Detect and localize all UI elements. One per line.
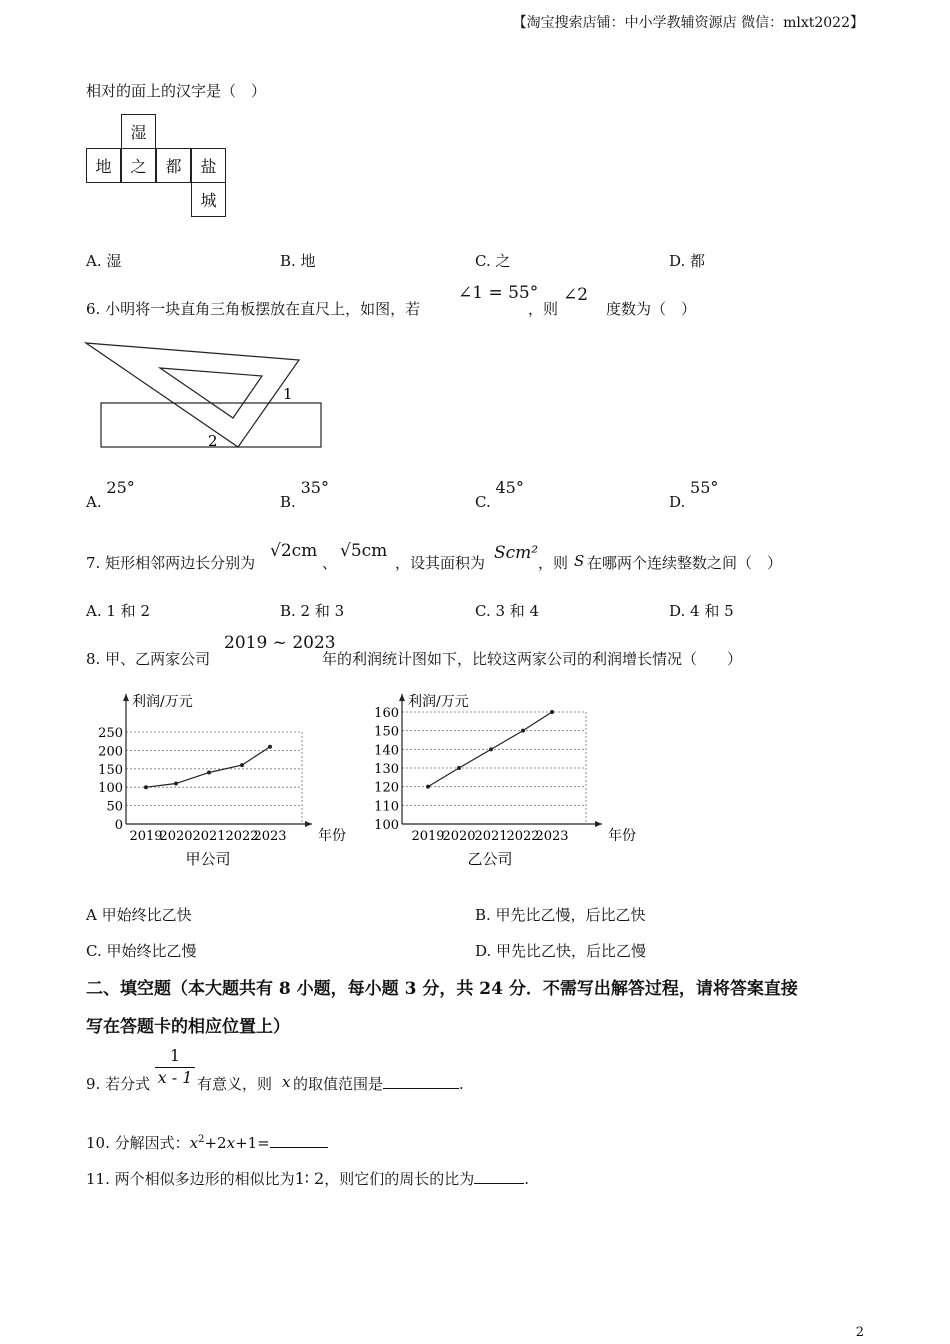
q6-stem-mid: ，则: [528, 300, 559, 318]
chart-yi: [362, 686, 636, 871]
x-axis-arrow: [305, 821, 312, 827]
y-axis-arrow: [123, 694, 129, 701]
q5-option-c[interactable]: C. 之: [475, 252, 511, 270]
q5-option-a[interactable]: A. 湿: [86, 252, 122, 270]
data-point: [144, 785, 148, 789]
net-cell: 湿: [121, 114, 156, 149]
q9-var-x: x: [282, 1073, 291, 1091]
x-tick-label: 2023: [253, 829, 287, 844]
q10-pre: 10. 分解因式：: [86, 1134, 190, 1152]
y-tick-label: 150: [98, 762, 123, 778]
q7-stem-mid2: ，则: [538, 554, 569, 572]
chart-title: 乙公司: [467, 850, 513, 868]
y-tick-label: 130: [374, 762, 399, 777]
y-axis-label: 利润/万元: [132, 694, 193, 710]
net-cell: 地: [86, 148, 121, 183]
data-point: [240, 763, 244, 767]
triangle-ruler-figure: [80, 336, 340, 456]
q10-expr-sup: 2: [198, 1134, 205, 1145]
fraction-denominator: x - 1: [157, 1068, 193, 1087]
q11: [86, 1168, 529, 1189]
y-tick-label: 200: [98, 744, 123, 760]
q9-post-text: 的取值范围是: [293, 1075, 384, 1093]
q6-stem-pre: 6. 小明将一块直角三角板摆放在直尺上，如图，若: [86, 300, 421, 318]
x-tick-label: 2019: [129, 829, 163, 844]
x-tick-label: 2022: [506, 829, 540, 844]
q6-option-c[interactable]: [475, 478, 524, 511]
y-tick-label: 0: [114, 818, 123, 833]
page-number: 2: [855, 1325, 864, 1340]
q7-side1: √2cm: [270, 541, 318, 561]
y-tick-label: 50: [106, 799, 123, 815]
net-cell: 城: [191, 182, 226, 217]
chart-jia: [80, 686, 346, 871]
y-tick-label: 120: [374, 780, 399, 796]
q11-post: ，则它们的周长的比为: [324, 1170, 475, 1188]
q8-option-b[interactable]: B. 甲先比乙慢，后比乙快: [475, 906, 646, 924]
data-point: [268, 745, 272, 749]
option-letter: D.: [669, 493, 686, 511]
q8-stem-pre: 8. 甲、乙两家公司: [86, 650, 211, 668]
q10-answer-blank[interactable]: [270, 1133, 328, 1148]
q11-answer-blank[interactable]: [474, 1169, 524, 1184]
x-tick-label: 2019: [411, 829, 445, 844]
q5-option-b[interactable]: B. 地: [280, 252, 316, 270]
q9-pre: 9. 若分式: [86, 1075, 151, 1093]
x-axis-label: 年份: [608, 828, 636, 844]
x-tick-label: 2020: [159, 829, 193, 844]
q6-math-angle1: ∠1 = 55°: [458, 283, 539, 303]
q9-post: [293, 1073, 464, 1094]
q11-pre: 11. 两个相似多边形的相似比为: [86, 1170, 295, 1188]
data-point: [457, 766, 461, 770]
q7-option-a[interactable]: A. 1 和 2: [86, 602, 150, 620]
option-value: 55°: [690, 478, 719, 497]
q6-option-a[interactable]: [86, 478, 135, 511]
q7-option-c[interactable]: C. 3 和 4: [475, 602, 540, 620]
q7-sep: 、: [322, 554, 338, 572]
q10-expr-x: x: [189, 1134, 199, 1152]
q10-expr-end: +1=: [235, 1134, 270, 1152]
q7-option-d[interactable]: D. 4 和 5: [669, 602, 734, 620]
q7-stem-pre: 7. 矩形相邻两边长分别为: [86, 554, 256, 572]
data-point: [426, 785, 430, 789]
y-tick-label: 160: [374, 706, 399, 721]
q9-end: .: [459, 1075, 464, 1093]
x-axis-arrow: [595, 821, 602, 827]
y-tick-label: 250: [98, 726, 123, 741]
y-tick-label: 150: [374, 724, 399, 740]
option-letter: C.: [475, 493, 491, 511]
angle-2-label: 2: [208, 432, 218, 450]
q8-option-a[interactable]: A 甲始终比乙快: [86, 906, 192, 924]
q7-var-s: S: [574, 552, 585, 570]
q7-option-b[interactable]: B. 2 和 3: [280, 602, 345, 620]
triangle-outer: [86, 343, 299, 447]
q9-answer-blank[interactable]: [383, 1074, 459, 1089]
q6-stem-post: 度数为（ ）: [606, 300, 697, 318]
q10-expr-rest: +2: [204, 1134, 227, 1152]
y-tick-label: 110: [374, 799, 399, 815]
fraction-numerator: 1: [169, 1046, 181, 1065]
q6-option-b[interactable]: [280, 478, 329, 511]
q6-math-angle2: ∠2: [563, 285, 589, 305]
option-letter: B.: [280, 493, 296, 511]
x-tick-label: 2023: [535, 829, 569, 844]
y-tick-label: 140: [374, 743, 399, 759]
section2-heading-line1: 二、填空题（本大题共有 8 小题，每小题 3 分，共 24 分．不需写出解答过程，请将答案直接: [86, 979, 798, 999]
q5-stem: 相对的面上的汉字是（ ）: [86, 82, 267, 100]
q7-side2: √5cm: [340, 541, 388, 561]
y-tick-label: 100: [374, 818, 399, 833]
q8-stem-post: 年的利润统计图如下，比较这两家公司的利润增长情况（ ）: [322, 650, 743, 668]
y-axis-arrow: [399, 694, 405, 701]
data-point: [174, 782, 178, 786]
option-value: 25°: [106, 478, 135, 497]
net-cell: 盐: [191, 148, 226, 183]
q6-option-d[interactable]: [669, 478, 719, 511]
q10-expr-x2: x: [226, 1134, 236, 1152]
x-tick-label: 2021: [474, 829, 508, 844]
triangle-inner: [160, 368, 262, 418]
x-tick-label: 2022: [225, 829, 259, 844]
data-point: [207, 770, 211, 774]
section2-heading-line2: 写在答题卡的相应位置上）: [86, 1017, 290, 1037]
x-tick-label: 2021: [192, 829, 226, 844]
x-axis-label: 年份: [318, 828, 346, 844]
q5-option-d[interactable]: D. 都: [669, 252, 706, 270]
net-cell: 都: [156, 148, 191, 183]
q9-mid: 有意义，则: [197, 1075, 273, 1093]
option-value: 35°: [300, 478, 329, 497]
net-cell: 之: [121, 148, 156, 183]
x-tick-label: 2020: [442, 829, 476, 844]
q11-end: .: [524, 1170, 530, 1188]
chart-title: 甲公司: [185, 850, 231, 868]
angle-1-label: 1: [283, 385, 293, 403]
option-value: 45°: [495, 478, 524, 497]
y-axis-label: 利润/万元: [408, 694, 469, 710]
q7-stem-mid: ，设其面积为: [395, 554, 486, 572]
q7-area: Scm²: [494, 543, 539, 563]
q11-ratio: 1∶ 2: [294, 1169, 325, 1188]
q10: [86, 1132, 328, 1153]
page-header: 【淘宝搜索店铺：中小学教辅资源店 微信：mlxt2022】: [512, 15, 864, 31]
q8-years: 2019 ~ 2023: [224, 633, 336, 653]
data-point: [489, 747, 493, 751]
data-point: [550, 710, 554, 714]
data-point: [521, 729, 525, 733]
series-line: [146, 747, 270, 787]
y-tick-label: 100: [98, 781, 123, 797]
option-letter: A.: [86, 493, 102, 511]
q8-option-c[interactable]: C. 甲始终比乙慢: [86, 942, 197, 960]
q7-stem-post: 在哪两个连续整数之间（ ）: [587, 554, 783, 572]
q9-fraction: [155, 1046, 195, 1087]
q8-option-d[interactable]: D. 甲先比乙快，后比乙慢: [475, 942, 647, 960]
